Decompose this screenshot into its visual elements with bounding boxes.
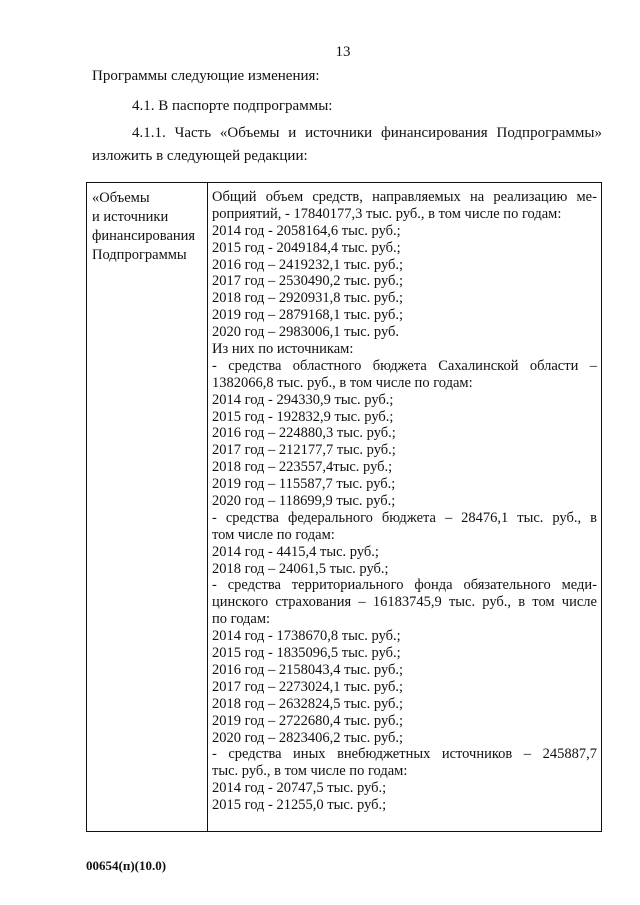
content-word: тыс. (448, 594, 476, 611)
content-word: Общий (212, 189, 257, 205)
table-content-line: 2014 год - 294330,9 тыс. руб.; (212, 391, 394, 408)
content-word: руб., (482, 594, 512, 611)
table-content-line: тыс. руб., в том числе по годам: (212, 763, 408, 780)
table-label-line: и источники (92, 209, 169, 225)
content-word: средств, (312, 189, 363, 205)
content-word: – (444, 509, 453, 526)
content-word: – (589, 357, 597, 374)
table-content-line: 2019 год – 115587,7 тыс. руб.; (212, 476, 396, 493)
table-content-line: 2018 год – 24061,5 тыс. руб.; (212, 560, 389, 577)
section-title-word: Часть (174, 125, 212, 141)
financing-table (86, 182, 602, 832)
content-word: - (212, 577, 217, 594)
content-word: - (212, 746, 217, 763)
section-title-word: 4.1.1. (132, 125, 166, 141)
content-word: Сахалинской (438, 357, 519, 374)
table-content-line: 2014 год - 1738670,8 тыс. руб.; (212, 628, 401, 645)
content-word: бюджета (372, 357, 427, 374)
table-content-line: 1382066,8 тыс. руб., в том числе по годам: (212, 374, 473, 391)
table-content-line (212, 510, 597, 527)
table-content-line (212, 746, 597, 763)
content-word: – (358, 594, 366, 611)
table-content-line: 2014 год - 4415,4 тыс. руб.; (212, 543, 379, 560)
content-word: средства (228, 357, 282, 374)
paragraph-passport: 4.1. В паспорте подпрограммы: (132, 98, 333, 114)
table-content-line: 2014 год - 2058164,6 тыс. руб.; (212, 222, 401, 239)
table-content-cell (209, 183, 601, 831)
table-content-line: 2019 год – 2879168,1 тыс. руб.; (212, 307, 404, 324)
table-content-line: 2020 год – 2823406,2 тыс. руб.; (212, 729, 404, 746)
table-content-line: 2020 год – 118699,9 тыс. руб.; (212, 493, 396, 510)
content-word: области (529, 357, 579, 374)
table-label-cell (87, 183, 208, 831)
content-word: средства (225, 509, 279, 526)
content-word: руб., (552, 509, 582, 526)
section-title-word: и (288, 125, 297, 141)
content-word: бюджета (381, 509, 436, 526)
table-content-line: 2016 год – 224880,3 тыс. руб.; (212, 425, 396, 442)
content-word: 28476,1 (461, 509, 509, 526)
table-label-line: финансирования (92, 228, 196, 244)
content-word: 16183745,9 (372, 594, 442, 611)
table-content-line: 2018 год – 223557,4тыс. руб.; (212, 459, 393, 476)
table-content-line: 2018 год – 2920931,8 тыс. руб.; (212, 290, 404, 307)
content-word: в (518, 594, 526, 611)
table-content-line: 2016 год – 2158043,4 тыс. руб.; (212, 661, 404, 678)
table-content-line: том числе по годам: (212, 526, 335, 543)
content-word: тыс. (517, 509, 544, 526)
content-word: областного (292, 357, 362, 374)
table-content-line: 2019 год – 2722680,4 тыс. руб.; (212, 712, 404, 729)
content-word: территориального (291, 577, 404, 594)
table-content-line (212, 189, 597, 206)
content-word: внебюджетных (337, 746, 431, 763)
section-title-word: источники (305, 125, 373, 141)
content-word: источников (441, 746, 513, 763)
content-word: реализацию (493, 189, 568, 205)
section-title-word: финансирования (381, 125, 488, 141)
table-content-line: 2016 год – 2419232,1 тыс. руб.; (212, 256, 404, 273)
table-content-line: 2015 год - 192832,9 тыс. руб.; (212, 408, 394, 425)
page-number: 13 (335, 44, 351, 60)
paragraph-edit-instruction: изложить в следующей редакции: (92, 148, 308, 164)
table-content-line (212, 577, 597, 594)
content-word: на (469, 189, 485, 205)
content-word: том (532, 594, 555, 611)
content-word: числе (561, 594, 597, 611)
paragraph-intro: Программы следующие изменения: (92, 68, 320, 84)
table-content-line: 2014 год - 20747,5 тыс. руб.; (212, 780, 387, 797)
table-content-line: Из них по источникам: (212, 341, 354, 358)
table-content-line: 2015 год - 2049184,4 тыс. руб.; (212, 239, 401, 256)
table-content-line (212, 358, 597, 375)
table-content-line: 2015 год - 21255,0 тыс. руб.; (212, 797, 387, 814)
document-code: 00654(п)(10.0) (86, 858, 167, 873)
content-word: федерального (287, 509, 373, 526)
content-word: обязательного (463, 577, 551, 594)
paragraph-section-title (132, 124, 602, 142)
table-content-line: 2017 год – 2530490,2 тыс. руб.; (212, 273, 404, 290)
content-word: 245887,7 (542, 746, 597, 763)
table-content-line: 2020 год – 2983006,1 тыс. руб. (212, 324, 400, 341)
table-content-line: 2015 год - 1835096,5 тыс. руб.; (212, 645, 401, 662)
content-word: – (523, 746, 532, 763)
content-word: меди- (561, 577, 597, 594)
content-word: в (590, 509, 597, 526)
content-word: страхования (275, 594, 352, 611)
section-title-word: Подпрограммы» (496, 125, 602, 141)
content-word: средства (227, 577, 281, 594)
content-word: - (212, 357, 217, 374)
content-word: ме- (576, 189, 597, 205)
section-title-word: «Объемы (219, 125, 280, 141)
table-content-line: роприятий, - 17840177,3 тыс. руб., в том числе по годам: (212, 205, 562, 222)
content-word: иных (293, 746, 326, 763)
table-content-line: 2017 год – 2273024,1 тыс. руб.; (212, 678, 404, 695)
content-word: - (212, 509, 217, 526)
content-word: объем (265, 189, 304, 205)
table-content-line: 2018 год – 2632824,5 тыс. руб.; (212, 695, 404, 712)
table-label-line: «Объемы (92, 190, 150, 206)
content-word: направляемых (372, 189, 461, 205)
table-content-line: по годам: (212, 611, 271, 628)
content-word: цинского (212, 594, 269, 611)
table-label-line: Подпрограммы (92, 247, 187, 263)
table-content-line (212, 594, 597, 611)
content-word: фонда (414, 577, 453, 594)
table-content-line: 2017 год – 212177,7 тыс. руб.; (212, 442, 396, 459)
content-word: средства (228, 746, 282, 763)
